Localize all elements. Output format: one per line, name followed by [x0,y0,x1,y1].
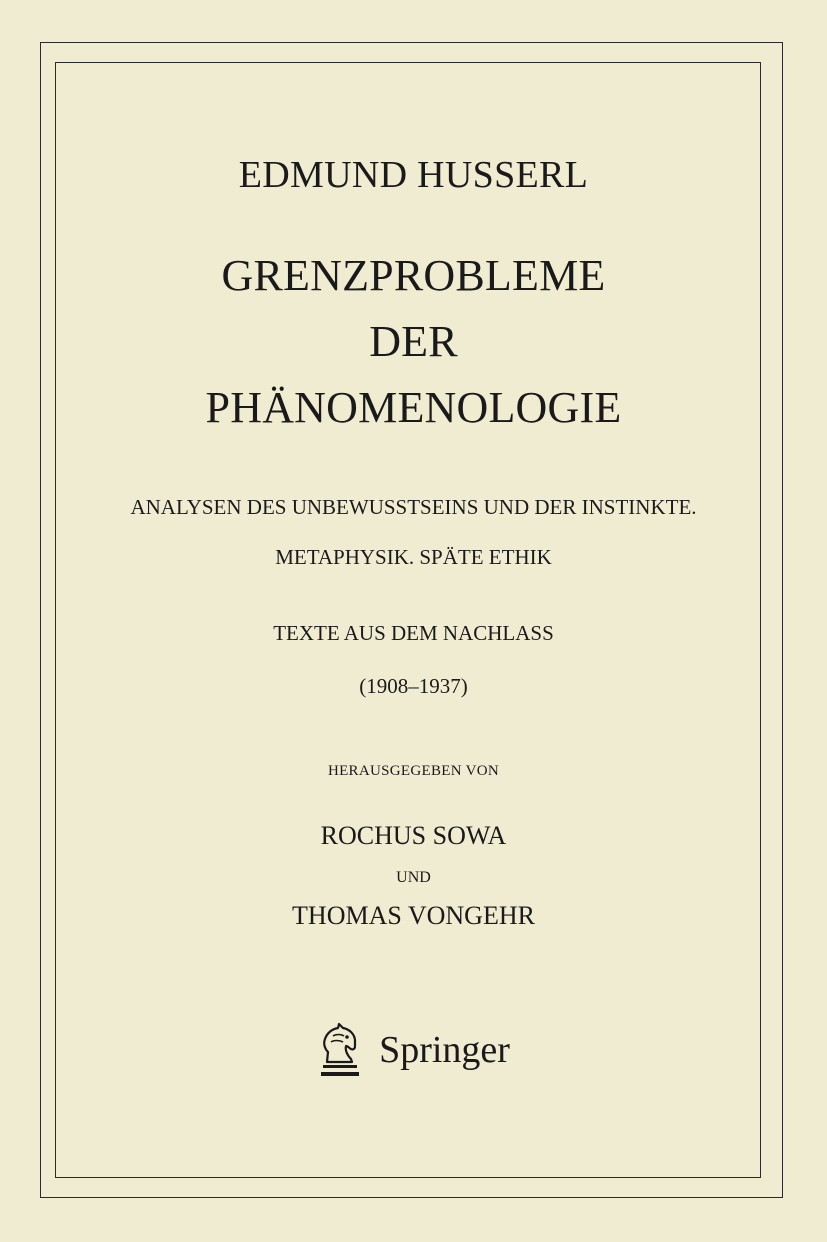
editor-name-2: THOMAS VONGEHR [292,901,535,930]
publisher-imprint [0,1022,827,1078]
edited-by-label: HERAUSGEGEBEN VON [327,763,500,779]
conjunction-and: UND [396,869,431,886]
book-title-line-3: PHÄNOMENOLOGIE [205,383,622,432]
subtitle-line-2: METAPHYSIK. SPÄTE ETHIK [275,545,552,569]
subtitle-line-1: ANALYSEN DES UNBEWUSSTSEINS UND DER INSTINKTE. [130,495,697,519]
editor-name-1: ROCHUS SOWA [320,821,507,850]
book-title-line-1: GRENZPROBLEME [221,251,606,300]
publisher-name: Springer [379,1029,510,1071]
year-range: (1908–1937) [359,674,468,698]
author-name: EDMUND HUSSERL [238,154,589,196]
inner-frame-border [55,62,761,1178]
texts-from-estate: TEXTE AUS DEM NACHLASS [273,621,554,645]
springer-knight-icon [317,1022,363,1078]
book-title-line-2: DER [369,317,458,366]
